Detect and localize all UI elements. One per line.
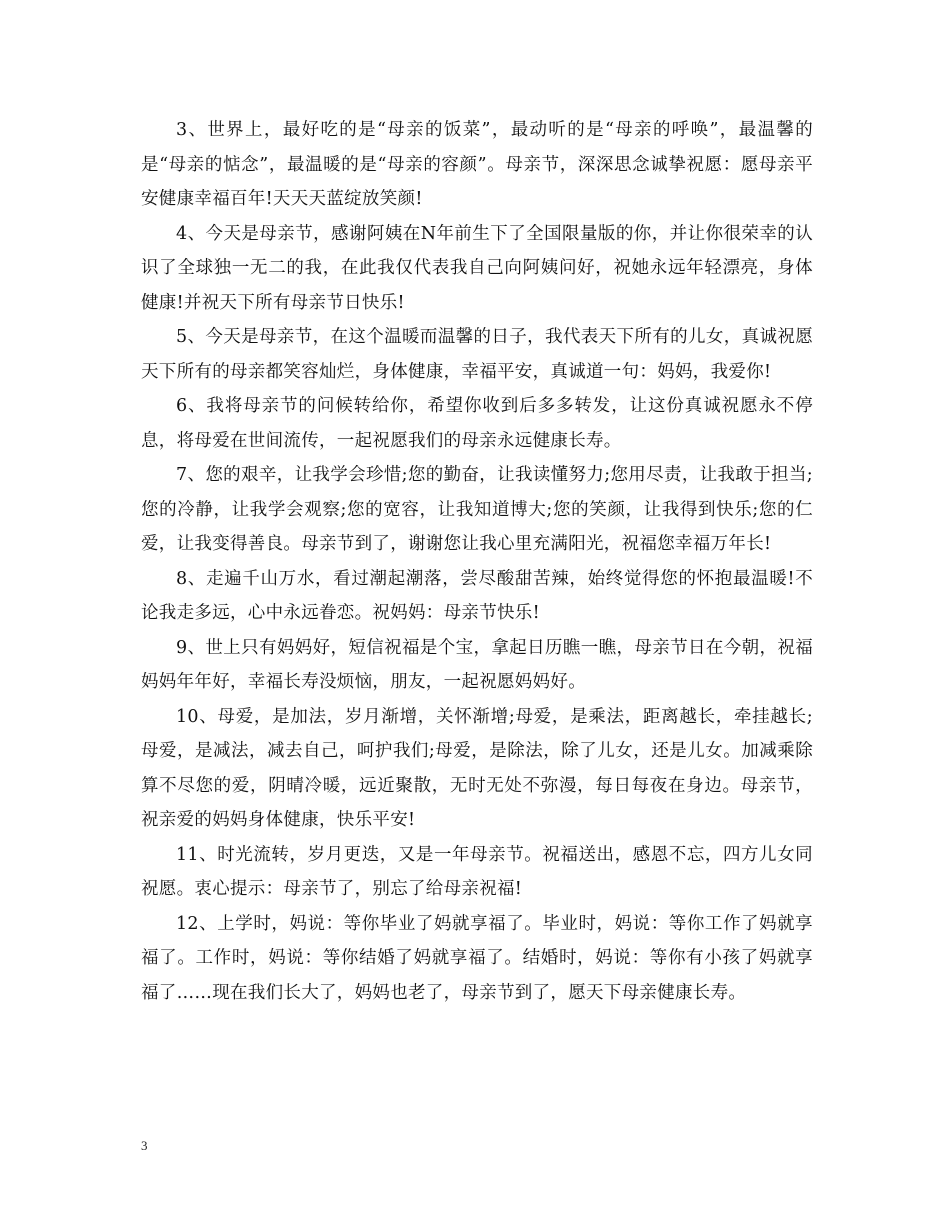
paragraph-4: 4、今天是母亲节，感谢阿姨在N年前生下了全国限量版的你，并让你很荣幸的认识了全球独一无二的我，在此我仅代表我自己向阿姨问好，祝她永远年轻漂亮，身体健康!并祝天下所有母亲节日快乐! — [141, 223, 813, 313]
paragraph-7: 7、您的艰辛，让我学会珍惜;您的勤奋，让我读懂努力;您用尽责，让我敢于担当;您的冷静，让我学会观察;您的宽容，让我知道博大;您的笑颜，让我得到快乐;您的仁爱，让我变得善良。母亲节到了，谢谢您让我心里充满阳光，祝福您幸福万年长! — [141, 465, 813, 554]
paragraph-8: 8、走遍千山万水，看过潮起潮落，尝尽酸甜苦辣，始终觉得您的怀抱最温暖!不论我走多远，心中永远眷恋。祝妈妈：母亲节快乐! — [141, 568, 813, 623]
paragraph-3: 3、世界上，最好吃的是“母亲的饭菜”，最动听的是“母亲的呼唤”，最温馨的是“母亲的惦念”，最温暖的是“母亲的容颜”。母亲节，深深思念诚挚祝愿：愿母亲平安健康幸福百年!天天天蓝绽放笑颜! — [141, 120, 813, 209]
paragraph-9: 9、世上只有妈妈好，短信祝福是个宝，拿起日历瞧一瞧，母亲节日在今朝，祝福妈妈年年好，幸福长寿没烦恼，朋友，一起祝愿妈妈好。 — [141, 637, 813, 692]
paragraph-5: 5、今天是母亲节，在这个温暖而温馨的日子，我代表天下所有的儿女，真诚祝愿天下所有的母亲都笑容灿烂，身体健康，幸福平安，真诚道一句：妈妈，我爱你! — [141, 327, 813, 382]
paragraph-6: 6、我将母亲节的问候转给你，希望你收到后多多转发，让这份真诚祝愿永不停息，将母爱在世间流传，一起祝愿我们的母亲永远健康长寿。 — [141, 396, 813, 451]
page-number: 3 — [141, 1138, 148, 1153]
paragraph-10: 10、母爱，是加法，岁月渐增，关怀渐增;母爱，是乘法，距离越长，牵挂越长;母爱，是减法，减去自己，呵护我们;母爱，是除法，除了儿女，还是儿女。加减乘除算不尽您的爱，阴晴冷暖，远近聚散，无时无处不弥漫，每日每夜在身边。母亲节，祝亲爱的妈妈身体健康，快乐平安! — [141, 706, 813, 830]
document-body — [141, 113, 813, 1010]
paragraph-11: 11、时光流转，岁月更迭，又是一年母亲节。祝福送出，感恩不忘，四方儿女同祝愿。衷心提示：母亲节了，别忘了给母亲祝福! — [141, 844, 813, 899]
paragraph-12: 12、上学时，妈说：等你毕业了妈就享福了。毕业时，妈说：等你工作了妈就享福了。工作时，妈说：等你结婚了妈就享福了。结婚时，妈说：等你有小孩了妈就享福了……现在我们长大了，妈妈也老了，母亲节到了，愿天下母亲健康长寿。 — [141, 913, 813, 1003]
